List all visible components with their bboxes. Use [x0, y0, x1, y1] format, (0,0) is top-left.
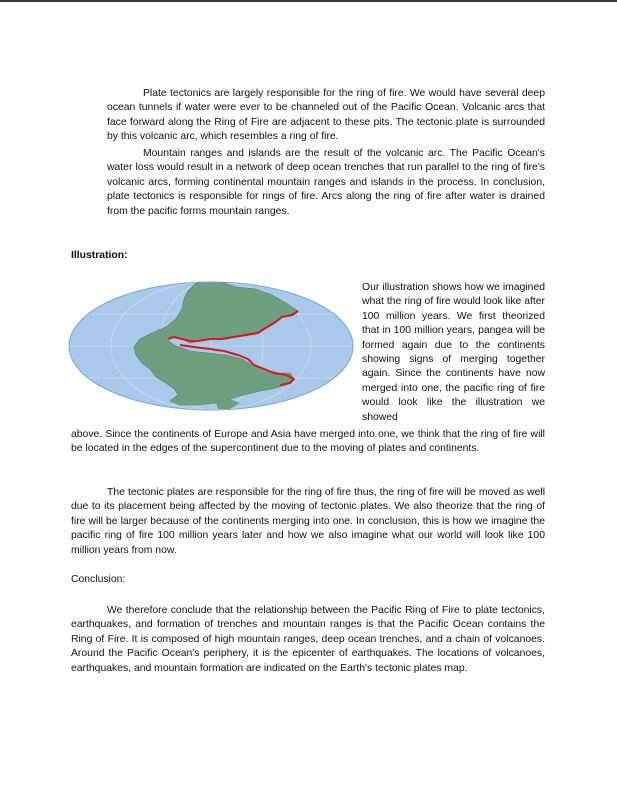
paragraph-tectonic-plates: The tectonic plates are responsible for the ring of fire thus, the ring of fire will be moved as well due to its placement being affected by the moving of tectonic plates. We also theorize that the ring of fire will be larger because of the continents merging into one. In conclusion, this is how we imagine the pacific ring of fire 100 million years later and how we also imagine what our world will look like 100 million years from now.: [71, 487, 545, 556]
paragraph-mountain-ranges: Mountain ranges and islands are the result of the volcanic arc. The Pacific Ocean's water loss would result in a network of deep ocean trenches that run parallel to the ring of fire's volcanic arcs, forming continental mountain ranges and islands in the process. In conclusion, plate tectonics is responsible for rings of fire. Arcs along the ring of fire after water is drained from the pacific forms mountain ranges.: [107, 148, 545, 217]
paragraph-illustration-continued: above. Since the continents of Europe and Asia have merged into one, we think that the ring of fire will be located in the edges of the supercontinent due to the moving of plates and continents.: [71, 429, 545, 455]
conclusion-heading: Conclusion:: [71, 574, 126, 585]
paragraph-illustration-side: Our illustration shows how we imagined what the ring of fire would look like after 100 million years. We first theorized that in 100 million years, pangea will be formed again due to the continents showing signs of merging together again. Since the continents have now merged into one, the pacific ring of fire would look like the illustration we showed: [362, 282, 545, 423]
supercontinent-map-illustration: [68, 281, 354, 411]
paragraph-conclusion: We therefore conclude that the relationship between the Pacific Ring of Fire to plate tectonics, earthquakes, and formation of trenches and mountain ranges is that the Pacific Ocean contains the Ring of Fire. It is composed of high mountain ranges, deep ocean trenches, and a chain of volcanoes. Around the Pacific Ocean's periphery, it is the epicenter of earthquakes. The locations of volcanoes, earthquakes, and mountain formation are indicated on the Earth's tectonic plates map.: [71, 605, 545, 674]
top-border: [0, 0, 617, 2]
illustration-heading: Illustration:: [71, 250, 128, 261]
paragraph-plate-tectonics: Plate tectonics are largely responsible for the ring of fire. We would have several deep ocean tunnels if water were ever to be channeled out of the Pacific Ocean. Volcanic arcs that face forward along the Ring of Fire are adjacent to these pits. The tectonic plate is surrounded by this volcanic arc, which resembles a ring of fire.: [107, 88, 545, 143]
